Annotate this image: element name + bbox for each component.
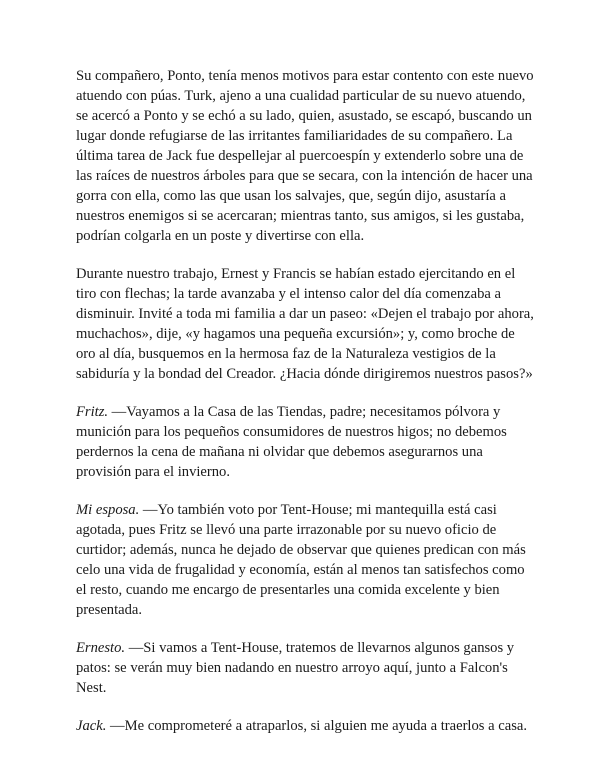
paragraph-jack [76,716,536,736]
paragraph-text: —Me comprometeré a atraparlos, si alguien me ayuda a traerlos a casa. [106,718,527,734]
paragraph-text: —Vayamos a la Casa de las Tiendas, padre; necesitamos pólvora y munición para los pequeños consumidores de nuestros higos; no debemos perdernos la cena de mañana ni olvidar que debemos asegurarnos una provisión para el invierno. [76,404,507,480]
paragraph-text: Durante nuestro trabajo, Ernest y Francis se habían estado ejercitando en el tiro con flechas; la tarde avanzaba y el intenso calor del día comenzaba a disminuir. Invité a toda mi familia a dar un paseo: «Dejen el trabajo por ahora, muchachos», dije, «y hagamos una pequeña excursión»; y, como broche de oro al día, busquemos en la hermosa faz de la Naturaleza vestigios de la sabiduría y la bondad del Creador. ¿Hacia dónde dirigiremos nuestros pasos?» [76,266,534,382]
paragraph-text: —Yo también voto por Tent-House; mi mantequilla está casi agotada, pues Fritz se llevó una parte irrazonable por su nuevo oficio de curtidor; además, nunca he dejado de observar que quienes predican con más celo una vida de frugalidad y economía, están al menos tan satisfechos como el resto, cuando me encargo de presentarles una comida excelente y bien presentada. [76,502,526,618]
paragraph-excursion [76,264,536,384]
paragraph-fritz [76,402,536,482]
paragraph-text: Su compañero, Ponto, tenía menos motivos para estar contento con este nuevo atuendo con púas. Turk, ajeno a una cualidad particular de su nuevo atuendo, se acercó a Ponto y se echó a su lado, quien, asustado, se escapó, buscando un lugar donde refugiarse de las irritantes familiaridades de su compañero. La última tarea de Jack fue despellejar al puercoespín y extenderlo sobre una de las raíces de nuestros árboles para que se secara, con la intención de hacer una gorra con ella, como las que usan los salvajes, que, según dijo, asustaría a nuestros enemigos si se acercaran; mientras tanto, sus amigos, si les gustaba, podrían colgarla en un poste y divertirse con ella. [76,68,534,244]
paragraph-porcupine [76,66,536,246]
paragraph-text: —Si vamos a Tent-House, tratemos de llevarnos algunos gansos y patos: se verán muy bien nadando en nuestro arroyo aquí, junto a Falcon's Nest. [76,640,515,696]
speaker-label-fritz: Fritz. [76,404,109,420]
paragraph-ernest [76,638,536,698]
speaker-label-jack: Jack. [76,718,107,734]
paragraph-wife [76,500,536,620]
speaker-label-ernest: Ernesto. [76,640,126,656]
document-page [76,66,536,754]
speaker-label-wife: Mi esposa. [76,502,140,518]
